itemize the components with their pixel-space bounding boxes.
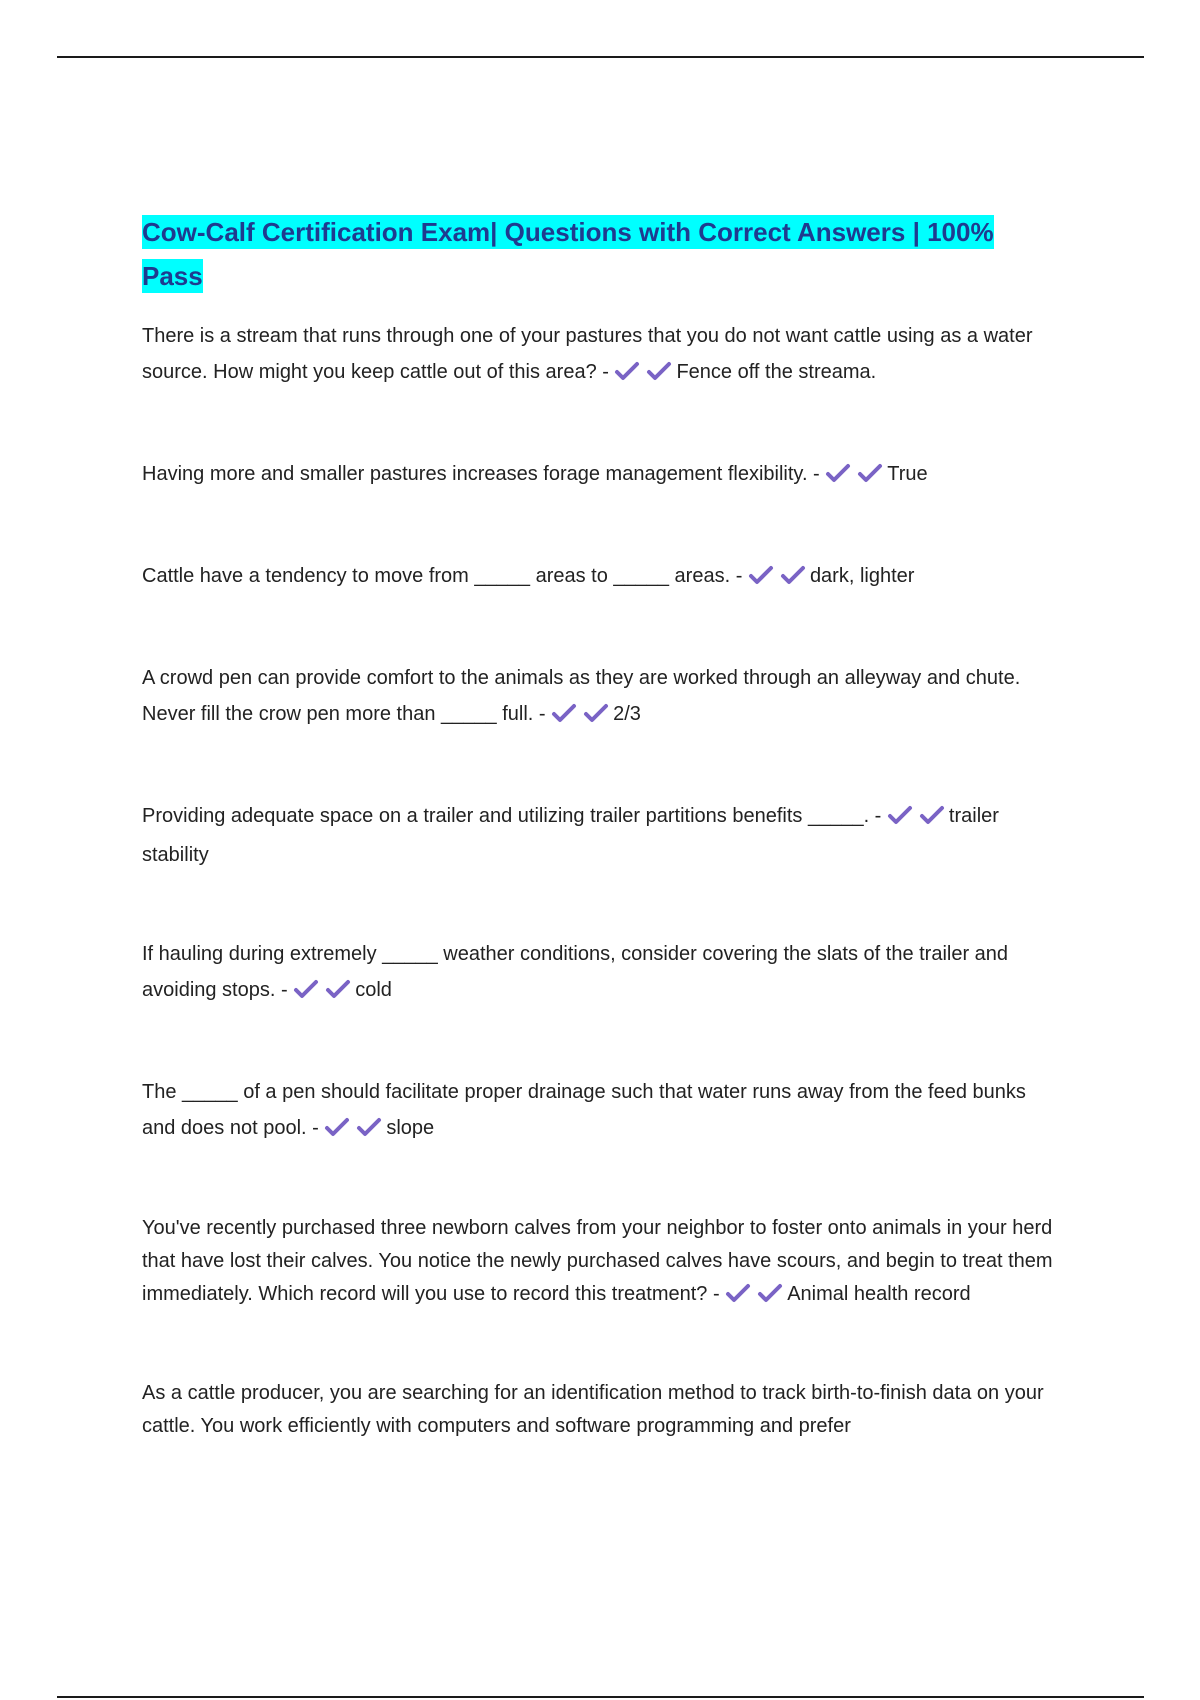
- double-check-icon: [551, 699, 613, 735]
- double-check-icon: [887, 801, 949, 837]
- double-check-icon: [825, 459, 887, 495]
- double-check-icon: [293, 975, 355, 1011]
- title-highlight: Cow-Calf Certification Exam| Questions with Correct Answers | 100% Pass: [142, 217, 994, 291]
- question-text: A crowd pen can provide comfort to the animals as they are worked through an alleyway and chute. Never fill the crow pen more than _____ full. -: [142, 667, 1021, 725]
- double-check-icon: [725, 1281, 787, 1314]
- qa-item-3: [142, 558, 1057, 597]
- qa-item-5: [142, 798, 1057, 873]
- document-title: [142, 210, 1057, 298]
- question-text: If hauling during extremely _____ weather conditions, consider covering the slats of the trailer and avoiding stops. -: [142, 943, 1009, 1001]
- question-text: There is a stream that runs through one of your pastures that you do not want cattle using as a water source. How might you keep cattle out of this area? -: [142, 325, 1033, 383]
- question-text: Providing adequate space on a trailer and utilizing trailer partitions benefits _____. -: [142, 805, 882, 827]
- double-check-icon: [748, 561, 810, 597]
- answer-text: True: [887, 463, 928, 485]
- answer-text: trailer stability: [142, 805, 999, 866]
- qa-item-2: [142, 456, 1057, 495]
- qa-item-6: [142, 936, 1057, 1011]
- answer-text: slope: [386, 1117, 435, 1139]
- answer-text: cold: [355, 979, 392, 1001]
- qa-item-9: [142, 1377, 1057, 1443]
- qa-item-7: [142, 1074, 1057, 1149]
- double-check-icon: [324, 1113, 386, 1149]
- footer-rule: [57, 1696, 1144, 1698]
- question-text: Having more and smaller pastures increases forage management flexibility. -: [142, 463, 820, 485]
- question-text: You've recently purchased three newborn calves from your neighbor to foster onto animals in your herd that have lost their calves. You notice the newly purchased calves have scours, and begin to treat them immediately. Which record will you use to record this treatment? -: [142, 1217, 1053, 1305]
- answer-text: dark, lighter: [809, 565, 915, 587]
- double-check-icon: [614, 357, 676, 393]
- answer-text: Fence off the streama.: [676, 361, 877, 383]
- qa-item-1: [142, 318, 1057, 393]
- qa-item-4: [142, 660, 1057, 735]
- question-text: As a cattle producer, you are searching for an identification method to track birth-to-finish data on your cattle. You work efficiently with computers and software programming and prefer: [142, 1382, 1044, 1437]
- answer-text: Animal health record: [787, 1283, 971, 1305]
- header-rule: [57, 56, 1144, 58]
- question-text: The _____ of a pen should facilitate proper drainage such that water runs away from the feed bunks and does not pool. -: [142, 1081, 1026, 1139]
- document-body: [142, 210, 1057, 1443]
- answer-text: 2/3: [613, 703, 641, 725]
- question-text: Cattle have a tendency to move from _____ areas to _____ areas. -: [142, 565, 743, 587]
- qa-item-8: [142, 1212, 1057, 1314]
